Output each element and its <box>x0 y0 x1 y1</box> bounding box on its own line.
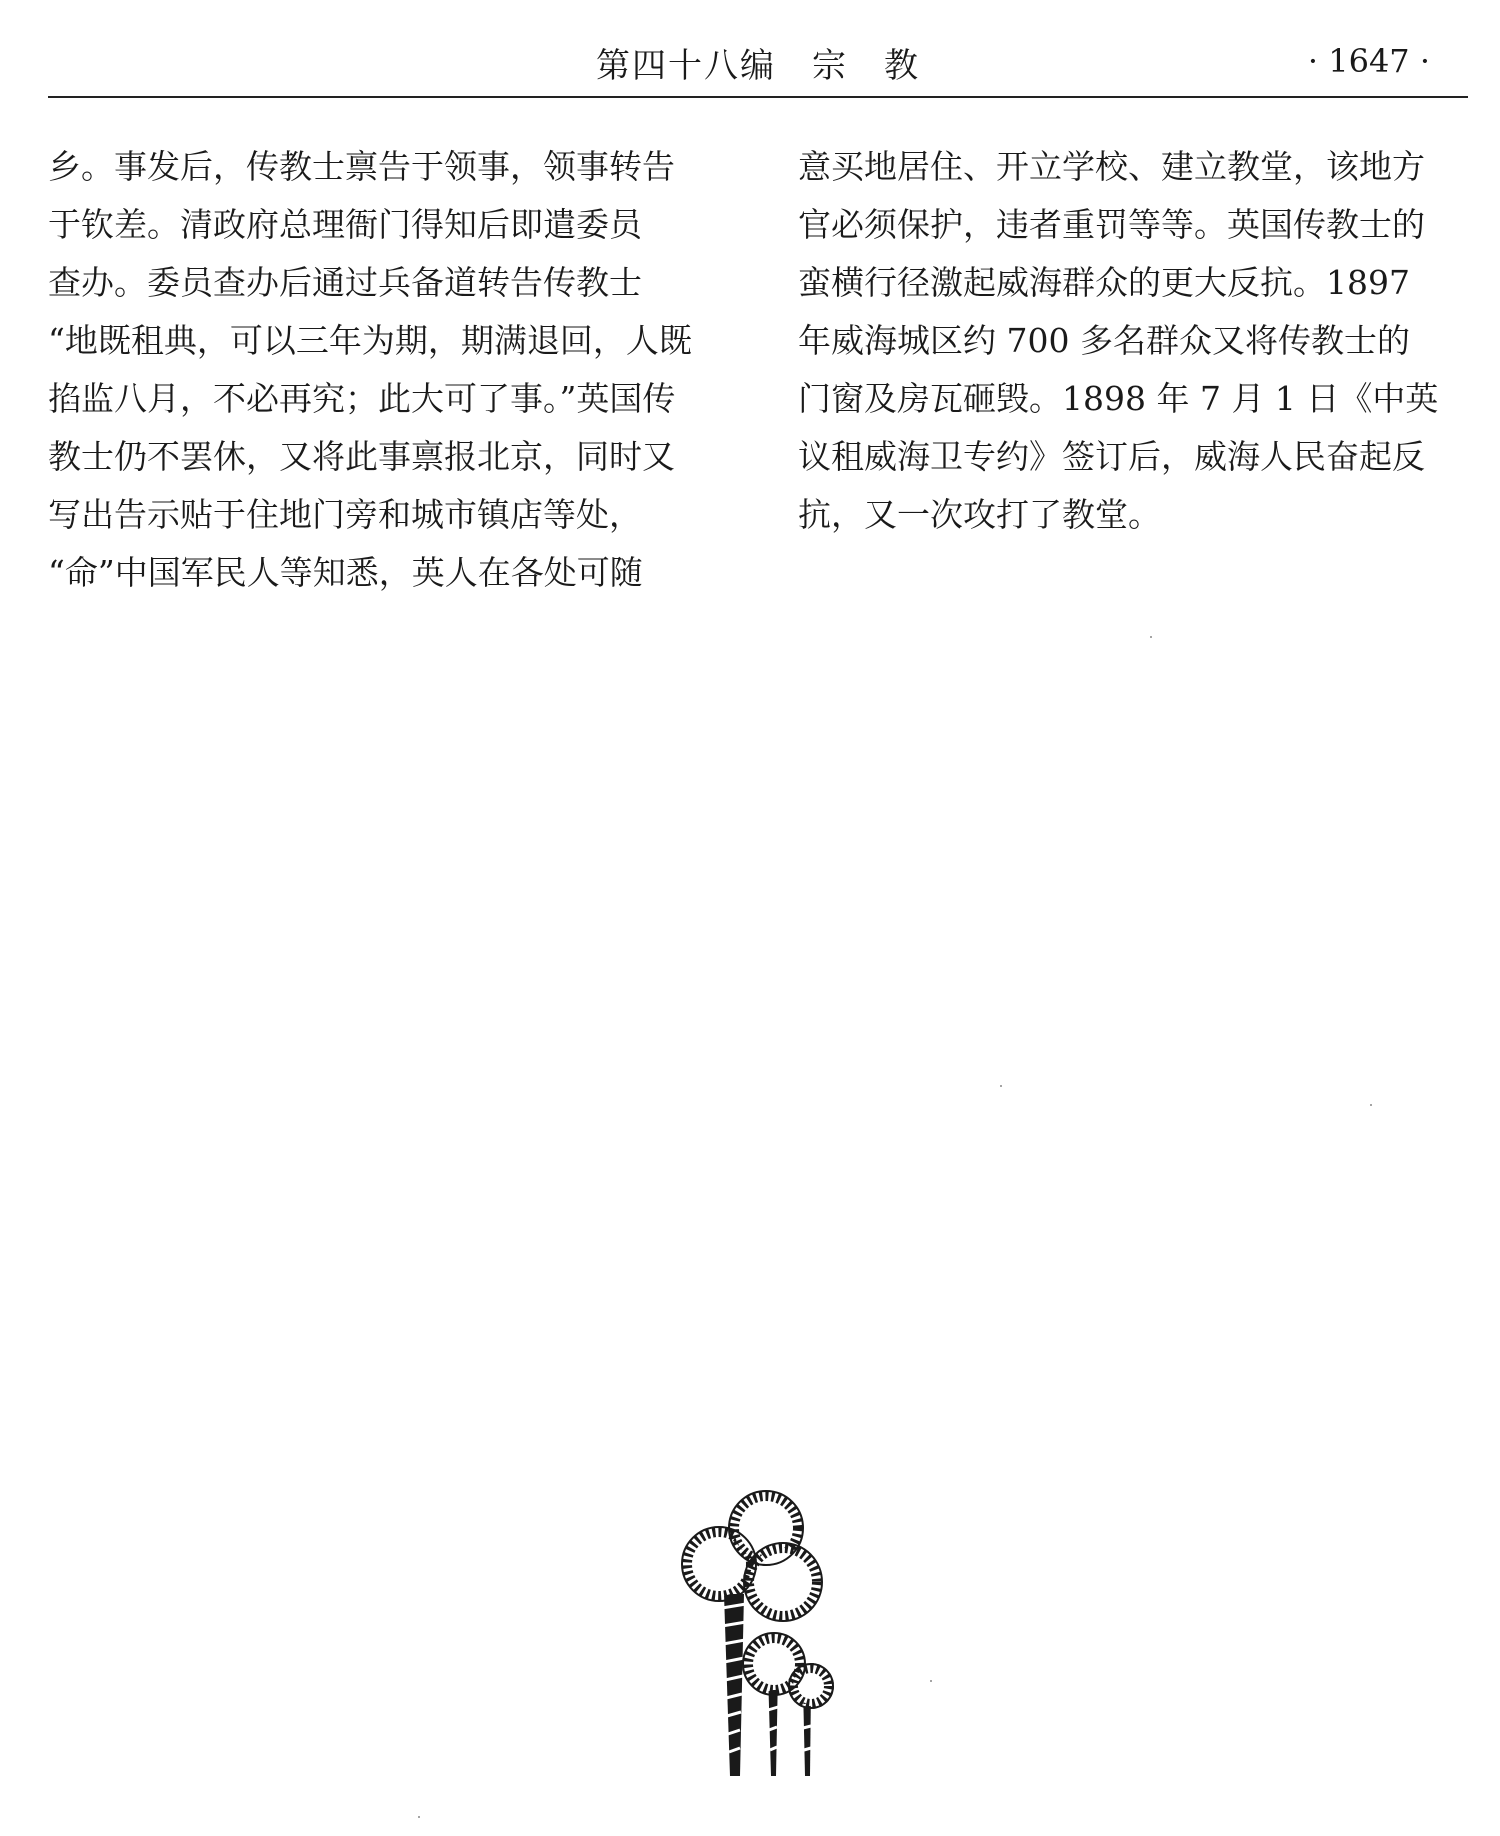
text-line: 查办。委员查办后通过兵备道转告传教士 <box>48 263 642 302</box>
text-column-right <box>798 138 1478 544</box>
chapter-title: 第四十八编 宗 教 <box>596 46 920 86</box>
text-line: 议租威海卫专约》签订后，威海人民奋起反 <box>798 437 1425 476</box>
scan-speck <box>1150 636 1152 638</box>
text-column-left <box>48 138 728 602</box>
page-header <box>48 28 1468 98</box>
text-line: 写出告示贴于住地门旁和城市镇店等处， <box>48 495 642 534</box>
scan-speck <box>1370 1104 1372 1106</box>
text-line: 抗，又一次攻打了教堂。 <box>798 495 1161 534</box>
header-rule <box>48 96 1468 98</box>
text-line: 官必须保护，违者重罚等等。英国传教士的 <box>798 205 1425 244</box>
text-line: “命”中国军民人等知悉，英人在各处可随 <box>48 553 643 592</box>
scan-speck <box>418 1816 420 1818</box>
scan-speck <box>930 1680 932 1682</box>
text-line: 于钦差。清政府总理衙门得知后即遣委员 <box>48 205 642 244</box>
page-number: · 1647 · <box>1307 42 1430 80</box>
text-line: 掐监八月，不必再究；此大可了事。”英国传 <box>48 379 676 418</box>
text-line: “地既租典，可以三年为期，期满退回，人既 <box>48 321 692 360</box>
text-line: 蛮横行径激起威海群众的更大反抗。1897 <box>798 263 1410 302</box>
tree-ornament-icon <box>672 1486 856 1786</box>
text-line: 乡。事发后，传教士禀告于领事，领事转告 <box>48 147 675 186</box>
text-line: 门窗及房瓦砸毁。1898 年 7 月 1 日《中英 <box>798 379 1439 418</box>
text-line: 年威海城区约 700 多名群众又将传教士的 <box>798 321 1410 360</box>
scan-speck <box>1000 1085 1002 1087</box>
text-line: 意买地居住、开立学校、建立教堂，该地方 <box>798 147 1425 186</box>
text-line: 教士仍不罢休，又将此事禀报北京，同时又 <box>48 437 675 476</box>
